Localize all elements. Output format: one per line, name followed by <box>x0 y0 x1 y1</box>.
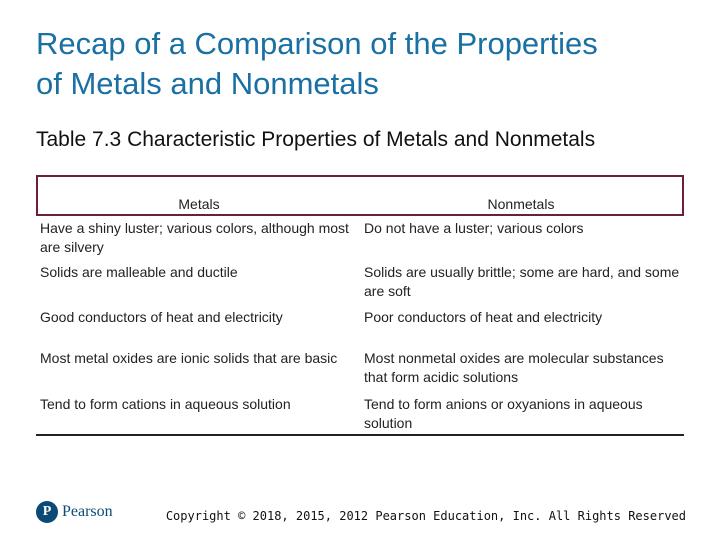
header-nonmetals: Nonmetals <box>487 196 555 212</box>
table-row <box>36 263 684 308</box>
pearson-logo <box>36 501 113 523</box>
nonmetal-cell: Solids are usually brittle; some are hard, and some are soft <box>364 264 680 299</box>
metal-cell: Have a shiny luster; various colors, although most are silvery <box>40 220 349 255</box>
table-header-row <box>36 175 684 216</box>
metal-cell: Tend to form cations in aqueous solution <box>40 396 291 412</box>
header-metals: Metals <box>178 196 220 212</box>
table-row <box>36 395 684 434</box>
metal-cell: Most metal oxides are ionic solids that are basic <box>40 350 338 366</box>
table-row <box>36 349 684 395</box>
footer <box>0 495 720 535</box>
table-row <box>36 216 684 263</box>
copyright-notice: Copyright © 2018, 2015, 2012 Pearson Education, Inc. All Rights Reserved <box>165 509 686 523</box>
title-line-2: of Metals and Nonmetals <box>36 66 379 101</box>
title-line-1: Recap of a Comparison of the Properties <box>36 26 598 61</box>
table-caption: Table 7.3 Characteristic Properties of Metals and Nonmetals <box>36 128 596 151</box>
nonmetal-cell: Tend to form anions or oxyanions in aqueous solution <box>364 396 643 431</box>
nonmetal-cell: Most nonmetal oxides are molecular substances that form acidic solutions <box>364 350 664 385</box>
metal-cell: Good conductors of heat and electricity <box>40 309 283 325</box>
table-row <box>36 308 684 349</box>
nonmetal-cell: Poor conductors of heat and electricity <box>364 309 603 325</box>
pearson-logo-icon: P <box>36 501 58 523</box>
pearson-logo-text: Pearson <box>62 503 113 520</box>
comparison-table <box>36 175 684 436</box>
nonmetal-cell: Do not have a luster; various colors <box>364 220 584 236</box>
slide-title <box>36 24 696 104</box>
metal-cell: Solids are malleable and ductile <box>40 264 238 280</box>
